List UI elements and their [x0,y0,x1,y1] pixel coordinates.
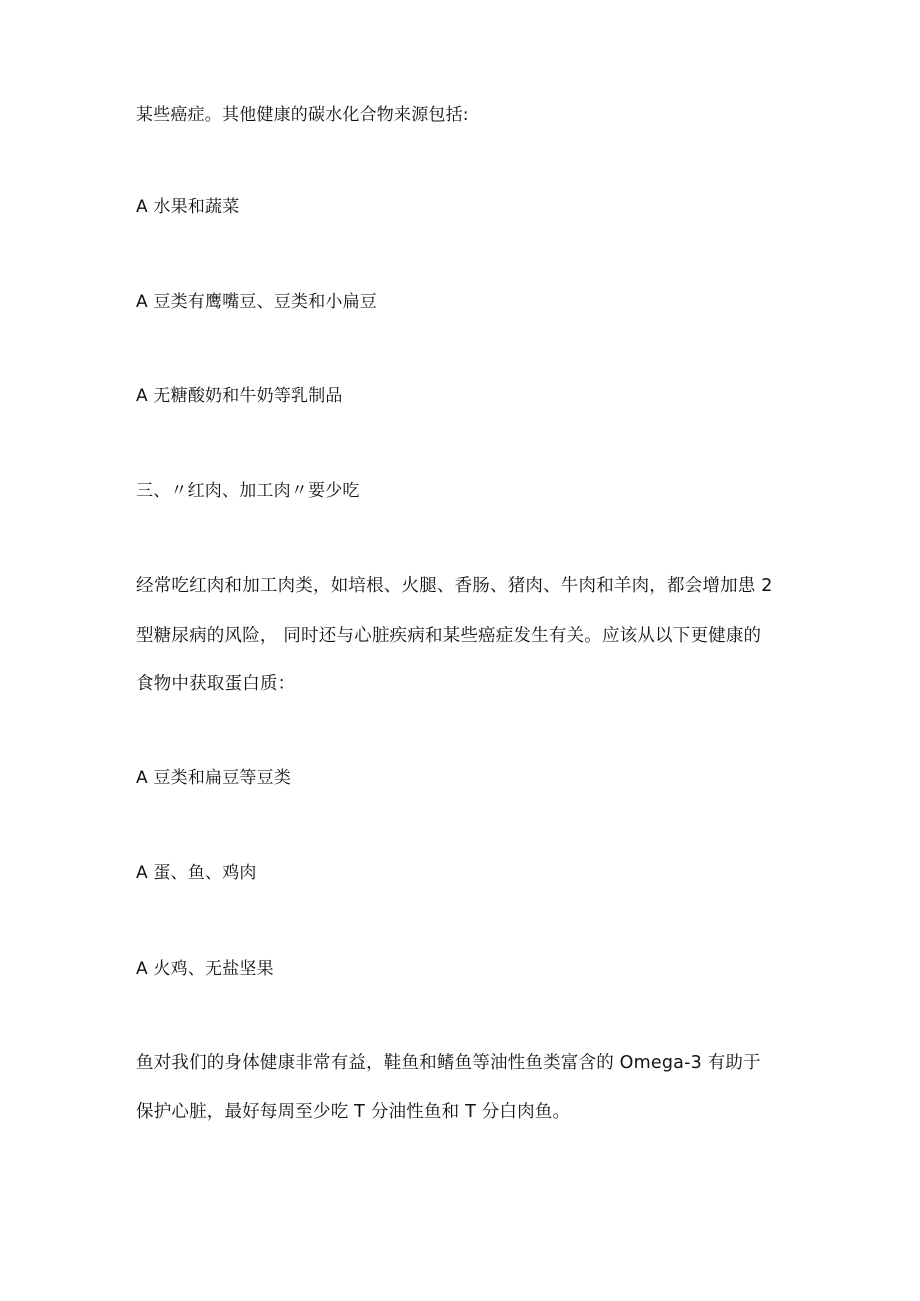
list-item-eggs-fish: A 蛋、鱼、鸡肉 [136,863,257,883]
list-item-beans: A 豆类有鹰嘴豆、豆类和小扁豆 [136,292,378,312]
list-item-fruit-veg: A 水果和蔬菜 [136,197,240,217]
paragraph-fish-line-1: 鱼对我们的身体健康非常有益，鞋鱼和鳍鱼等油性鱼类富含的 Omega-3 有助于 [136,1053,761,1073]
paragraph-fish-line-2: 保护心脏，最好每周至少吃 T 分油性鱼和 T 分白肉鱼。 [136,1102,571,1122]
paragraph-line-3: 食物中获取蛋白质： [136,674,296,694]
list-item-legumes: A 豆类和扁豆等豆类 [136,768,292,788]
text-line-carb-intro: 某些癌症。其他健康的碳水化合物来源包括: [136,105,469,125]
list-item-turkey-nuts: A 火鸡、无盐坚果 [136,959,274,979]
paragraph-line-2: 型糖尿病的风险， 同时还与心脏疾病和某些癌症发生有关。应该从以下更健康的 [136,626,762,646]
paragraph-line-1: 经常吃红肉和加工肉类，如培根、火腿、香肠、猪肉、牛肉和羊肉，都会增加患 2 [136,576,773,596]
section-heading-red-meat: 三、〃红肉、加工肉〃要少吃 [136,481,360,501]
list-item-dairy: A 无糖酸奶和牛奶等乳制品 [136,386,343,406]
